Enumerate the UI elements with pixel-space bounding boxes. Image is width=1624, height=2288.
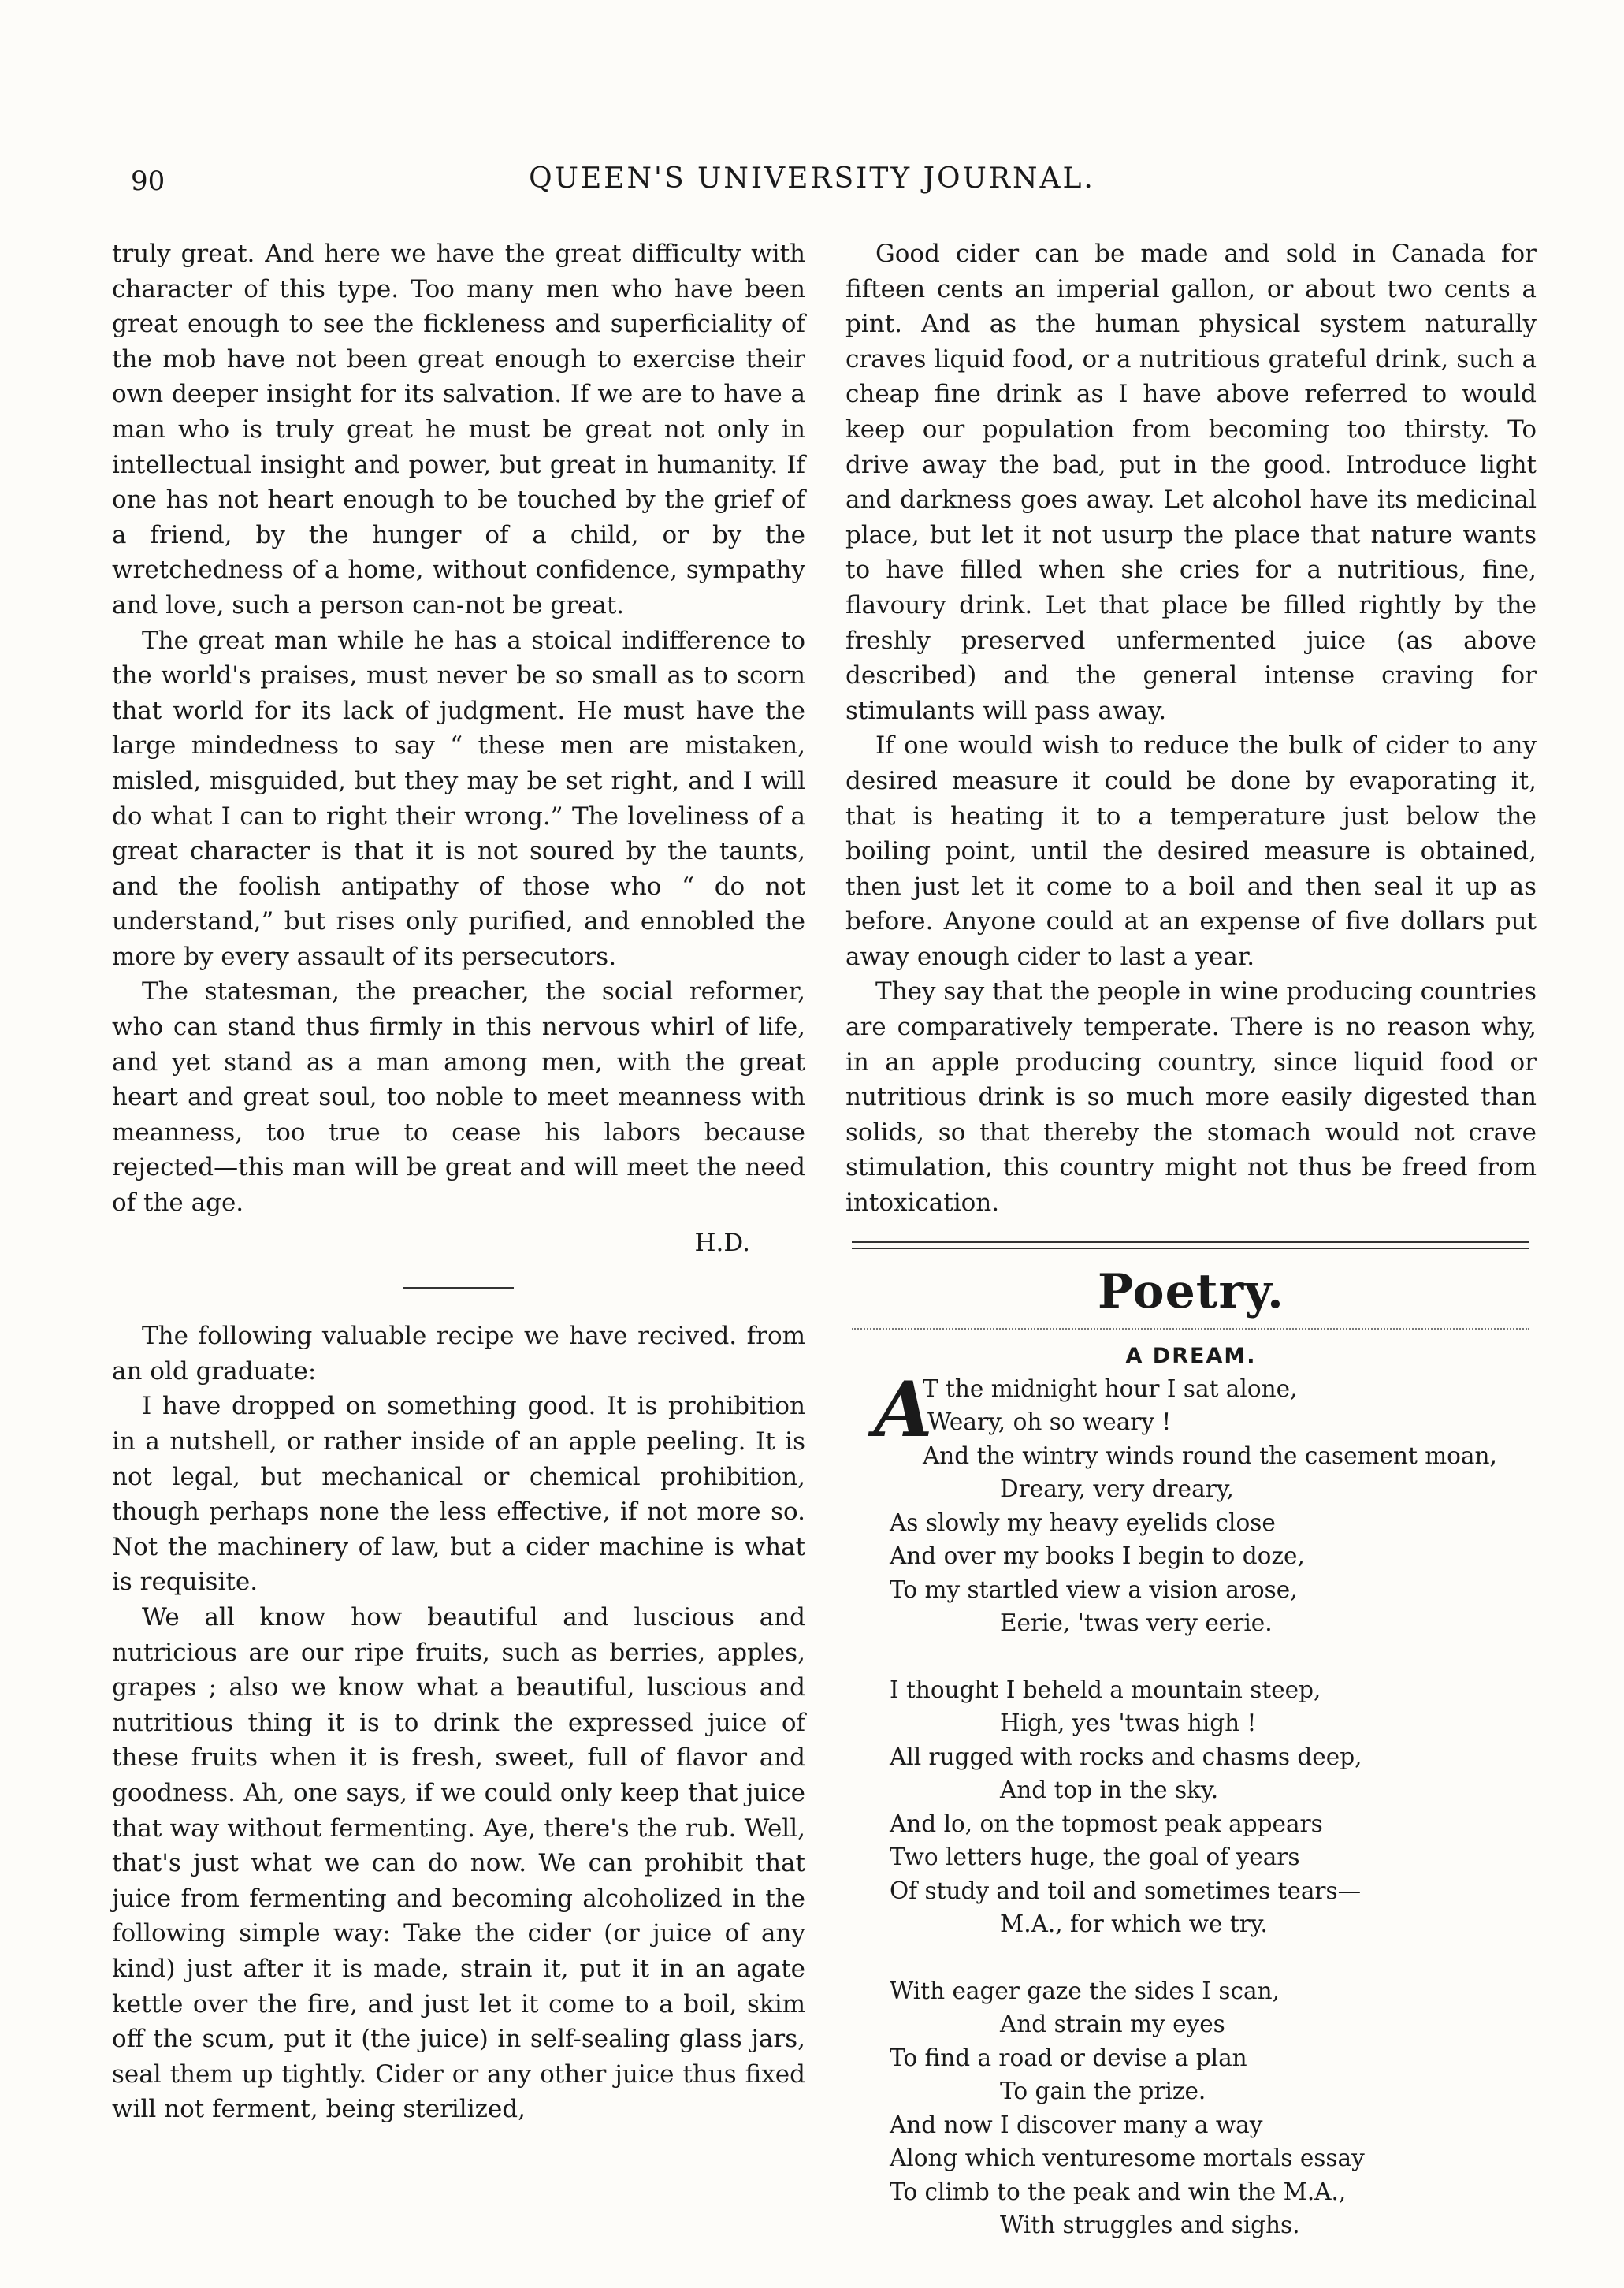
poem-stanza (845, 1974, 1537, 2242)
poem-line: To my startled view a vision arose, (890, 1576, 1298, 1603)
paragraph: The statesman, the preacher, the social reformer, who can stand thus firmly in this nervous whirl of life, and yet stand as a man among men, with the great heart and great soul, too noble to meet meanness with meanness, too true to cease his labors because rejected—this man will be great and will meet the need of the age. (112, 977, 805, 1218)
paragraph: The following valuable recipe we have recived. from an old graduate: (112, 1322, 805, 1386)
poem-line: Eerie, 'twas very eerie. (1000, 1609, 1273, 1637)
double-rule-divider (852, 1241, 1529, 1249)
poem-line: Of study and toil and sometimes tears— (890, 1877, 1362, 1904)
poem-line: To gain the prize. (1000, 2078, 1206, 2105)
poem-line: And top in the sky. (1000, 1776, 1219, 1804)
page-number: 90 (131, 166, 165, 197)
poem-line: And lo, on the topmost peak appears (890, 1810, 1323, 1837)
poem-stanza (845, 1364, 1537, 1640)
poem-line: High, yes 'twas high ! (1000, 1709, 1257, 1737)
poem-line: With struggles and sighs. (1000, 2212, 1300, 2239)
poem-line: T the midnight hour I sat alone, (923, 1375, 1298, 1402)
poem-stanza (845, 1673, 1537, 1941)
poem-line: And now I discover many a way (890, 2111, 1263, 2138)
poem-title: A DREAM. (1125, 1343, 1257, 1368)
dotted-divider (852, 1328, 1529, 1330)
poem-line: And strain my eyes (1000, 2011, 1225, 2038)
poem-line: And the wintry winds round the casement moan, (923, 1442, 1497, 1469)
poem-line: To climb to the peak and win the M.A., (890, 2178, 1347, 2205)
poem-line: To find a road or devise a plan (890, 2044, 1247, 2071)
paragraph: They say that the people in wine producing countries are comparatively temperate. There is no reason why, in an apple producing country, since liquid food or nutritious drink is so much more easily digested than solids, so that thereby the stomach would not crave stimulation, this country might not thus be freed from intoxication. (845, 977, 1537, 1218)
paragraph: truly great. And here we have the great difficulty with character of this type. Too many men who have been great enough to see the fickleness and superficiality of the mob have not been great enough to exercise their own deeper insight for its salvation. If we are to have a man who is truly great he must be great not only in intellectual insight and power, but great in humanity. If one has not heart enough to be touched by the grief of a friend, by the hunger of a child, or by the wretchedness of a home, without confidence, sympathy and love, such a person can-not be great. (112, 240, 805, 619)
poem-line: And over my books I begin to doze, (890, 1542, 1305, 1570)
paragraph: If one would wish to reduce the bulk of cider to any desired measure it could be done by evaporating it, that is heating it to a temperature just below the boiling point, until the desired measure is obtained, then just let it come to a boil and then seal it up as before. Anyone could at an expense of five dollars put away enough cider to last a year. (845, 731, 1537, 971)
drop-cap: A (874, 1364, 933, 1454)
running-head: QUEEN'S UNIVERSITY JOURNAL. (529, 162, 1095, 195)
left-column (112, 236, 805, 2127)
poem-line: Along which venturesome mortals essay (890, 2145, 1365, 2172)
paragraph: We all know how beautiful and luscious and nutricious are our ripe fruits, such as berries, apples, grapes ; also we know what a beautiful, luscious and nutritious thing it is to drink the expressed juice of these fruits when it is fresh, sweet, full of flavor and goodness. Ah, one says, if we could only keep that juice that way without fermenting. Aye, there's the rub. Well, that's just what we can do now. We can prohibit that juice from fermenting and becoming alcoholized in the following simple way: Take the cider (or juice of any kind) just after it is made, strain it, put it in an agate kettle over the fire, and just let it come to a boil, skim off the scum, put it (the juice) in self-sealing glass jars, seal them up tightly. Cider or any other juice thus fixed will not ferment, being sterilized, (112, 1602, 805, 2124)
poem-line: Dreary, very dreary, (1000, 1475, 1234, 1503)
signature: H.D. (694, 1228, 750, 1257)
poem-line: As slowly my heavy eyelids close (890, 1509, 1276, 1536)
poem-line: All rugged with rocks and chasms deep, (890, 1743, 1362, 1770)
poem-line: M.A., for which we try. (1000, 1910, 1268, 1938)
poem-line: With eager gaze the sides I scan, (890, 1977, 1280, 2004)
poem-line: I thought I beheld a mountain steep, (890, 1676, 1321, 1703)
paragraph: The great man while he has a stoical indifference to the world's praises, must never be so small as to scorn that world for its lack of judgment. He must have the large mindedness to say “ these men are mistaken, misled, misguided, but they may be set right, and I will do what I can to right their wrong.” The loveliness of a great character is that it is not soured by the taunts, and the foolish antipathy of those who “ do not understand,” but rises only purified, and ennobled the more by every assault of its persecutors. (112, 626, 805, 971)
section-divider (403, 1287, 514, 1289)
paragraph: Good cider can be made and sold in Canada for fifteen cents an imperial gallon, or about two cents a pint. And as the human physical system naturally craves liquid food, or a nutritious grateful drink, such a cheap fine drink as I have above referred to would keep our population from becoming too thirsty. To drive away the bad, put in the good. Introduce light and darkness goes away. Let alcohol have its medicinal place, but let it not usurp the place that nature wants to have filled when she cries for a nutritious, fine, flavoury drink. Let that place be filled rightly by the freshly preserved unfermented juice (as above described) and the general intense craving for stimulants will pass away. (845, 240, 1537, 725)
right-column (845, 236, 1537, 2275)
poem-line: Two letters huge, the goal of years (890, 1843, 1300, 1871)
paragraph: I have dropped on something good. It is prohibition in a nutshell, or rather inside of an apple peeling. It is not legal, but mechanical or chemical prohibition, though perhaps none the less effective, if not more so. Not the machinery of law, but a cider machine is what is requisite. (112, 1392, 805, 1597)
poem-line: Weary, oh so weary ! (927, 1408, 1172, 1436)
section-heading: Poetry. (1098, 1263, 1284, 1319)
